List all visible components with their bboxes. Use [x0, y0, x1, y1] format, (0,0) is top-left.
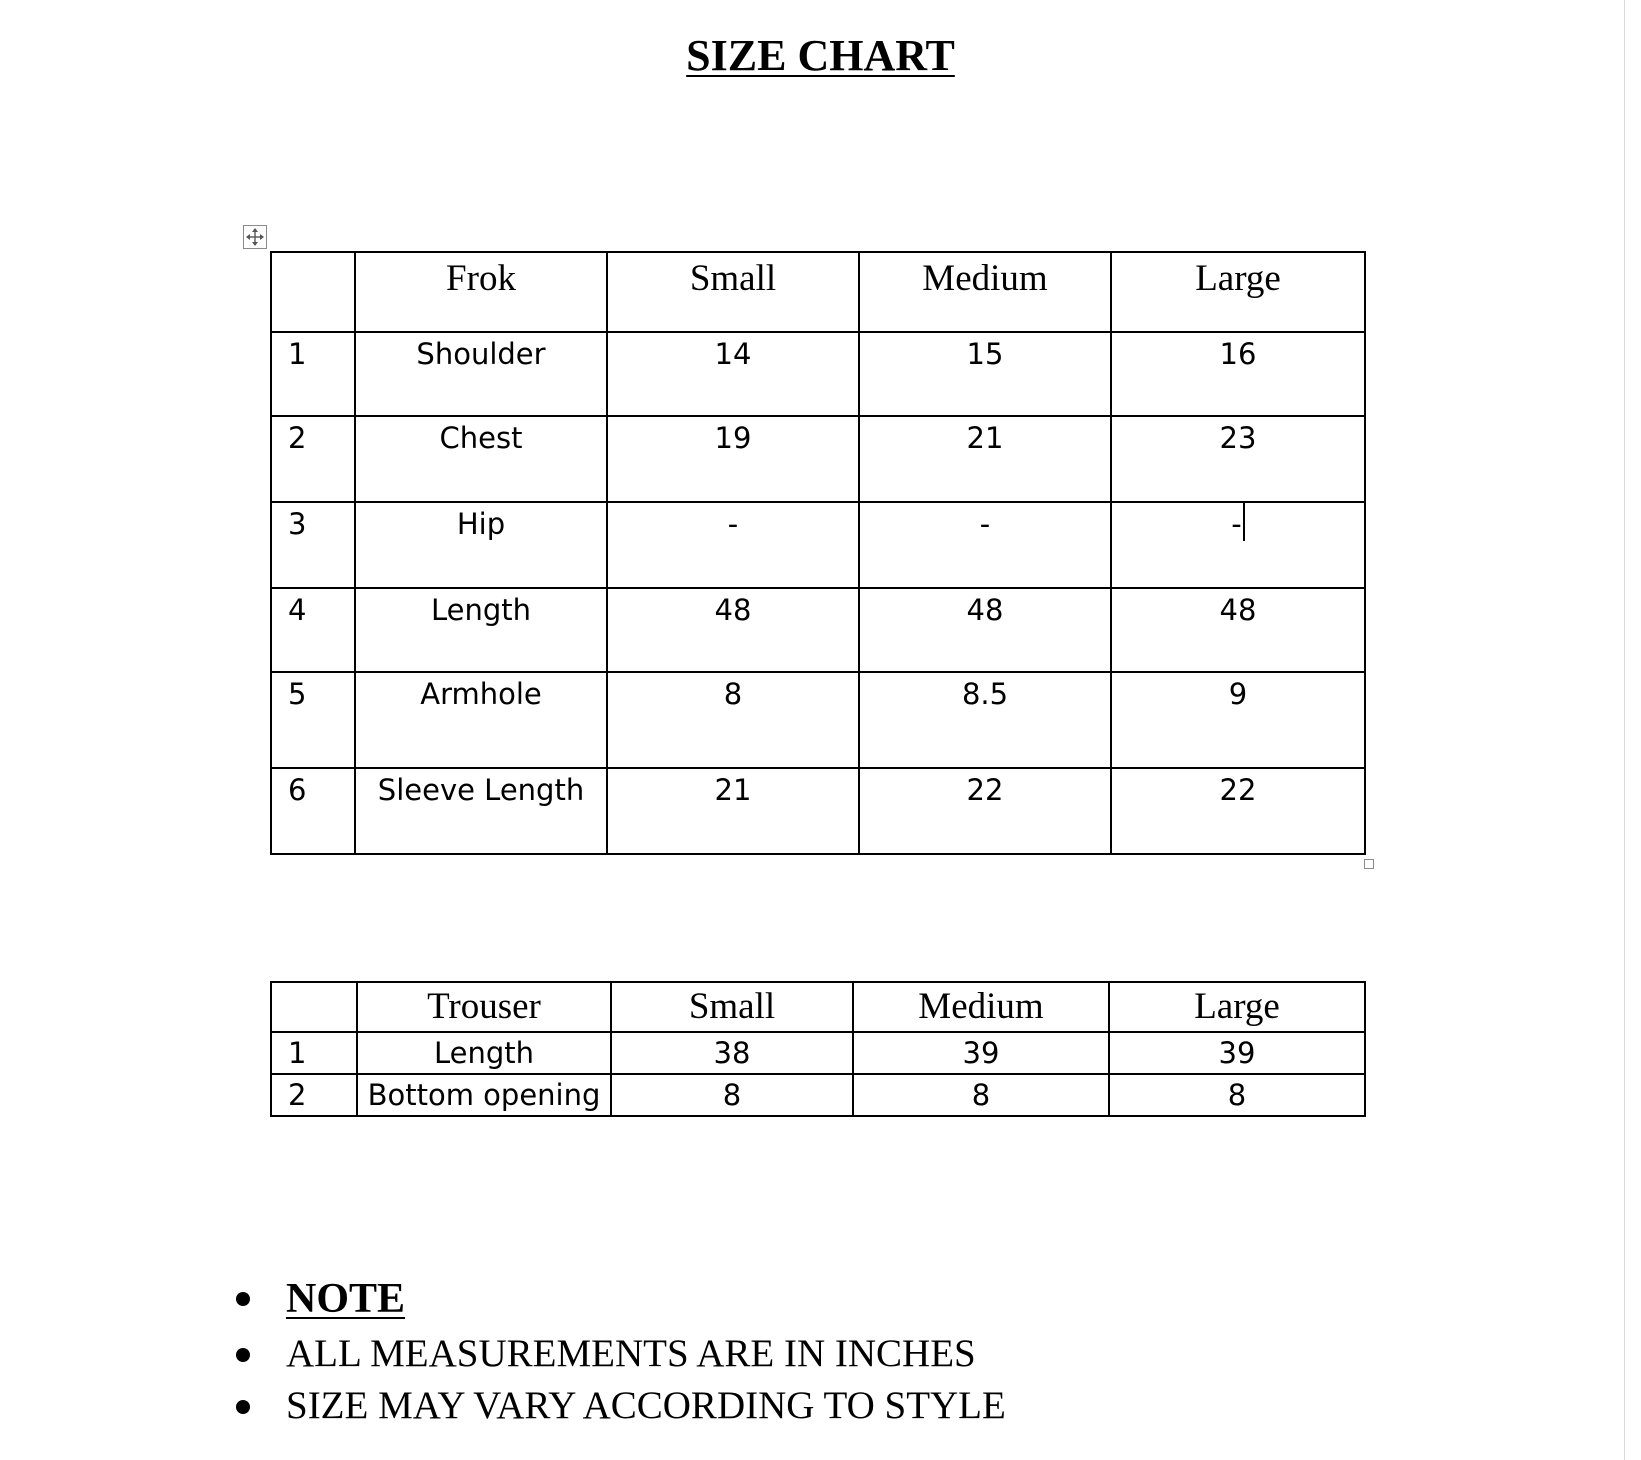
header-cell-medium[interactable]: Medium — [853, 982, 1109, 1032]
header-cell-large[interactable]: Large — [1111, 252, 1365, 332]
header-cell-garment[interactable]: Frok — [355, 252, 607, 332]
header-cell-small[interactable]: Small — [611, 982, 853, 1032]
table-row — [271, 1074, 1365, 1116]
measurement-name[interactable]: Chest — [355, 416, 607, 502]
medium-value[interactable]: 8.5 — [859, 672, 1111, 768]
row-number[interactable]: 4 — [271, 588, 355, 672]
bullet-icon — [236, 1400, 250, 1414]
small-value[interactable]: - — [607, 502, 859, 588]
large-value-with-cursor[interactable] — [1111, 502, 1365, 588]
note-item — [230, 1328, 1006, 1380]
measurement-name[interactable]: Sleeve Length — [355, 768, 607, 854]
page-edge — [1624, 0, 1625, 1460]
table-row — [271, 502, 1365, 588]
note-text[interactable]: ALL MEASUREMENTS ARE IN INCHES — [286, 1332, 976, 1375]
small-value[interactable]: 8 — [607, 672, 859, 768]
measurement-name[interactable]: Length — [355, 588, 607, 672]
small-value[interactable]: 14 — [607, 332, 859, 416]
medium-value[interactable]: 21 — [859, 416, 1111, 502]
medium-value[interactable]: 39 — [853, 1032, 1109, 1074]
small-value[interactable]: 21 — [607, 768, 859, 854]
note-text[interactable]: SIZE MAY VARY ACCORDING TO STYLE — [286, 1384, 1006, 1427]
large-value[interactable]: 39 — [1109, 1032, 1365, 1074]
bullet-icon — [236, 1348, 250, 1362]
table-row — [271, 768, 1365, 854]
measurement-name[interactable]: Bottom opening — [357, 1074, 611, 1116]
header-cell-empty[interactable] — [271, 982, 357, 1032]
notes-heading[interactable]: NOTE — [286, 1276, 406, 1322]
row-number[interactable]: 3 — [271, 502, 355, 588]
row-number[interactable]: 1 — [271, 332, 355, 416]
header-cell-empty[interactable] — [271, 252, 355, 332]
small-value[interactable]: 19 — [607, 416, 859, 502]
bullet-icon — [236, 1292, 250, 1306]
measurement-name[interactable]: Hip — [355, 502, 607, 588]
large-value[interactable]: 22 — [1111, 768, 1365, 854]
large-value[interactable]: 9 — [1111, 672, 1365, 768]
large-value: - — [1231, 507, 1242, 541]
small-value[interactable]: 8 — [611, 1074, 853, 1116]
row-number[interactable]: 1 — [271, 1032, 357, 1074]
measurement-name[interactable]: Length — [357, 1032, 611, 1074]
table-row — [271, 1032, 1365, 1074]
header-cell-medium[interactable]: Medium — [859, 252, 1111, 332]
row-number[interactable]: 6 — [271, 768, 355, 854]
table-row — [271, 416, 1365, 502]
table-row — [271, 672, 1365, 768]
table-header-row — [271, 982, 1365, 1032]
large-value[interactable]: 48 — [1111, 588, 1365, 672]
medium-value[interactable]: 15 — [859, 332, 1111, 416]
frok-size-table — [270, 251, 1366, 855]
move-arrows-icon — [244, 226, 266, 248]
trouser-size-table — [270, 981, 1366, 1117]
note-item — [230, 1380, 1006, 1432]
measurement-name[interactable]: Shoulder — [355, 332, 607, 416]
table-row — [271, 332, 1365, 416]
table-move-handle[interactable] — [243, 225, 267, 249]
notes-heading-item — [230, 1270, 1006, 1328]
header-cell-large[interactable]: Large — [1109, 982, 1365, 1032]
table-resize-handle[interactable] — [1364, 859, 1374, 869]
row-number[interactable]: 5 — [271, 672, 355, 768]
table-row — [271, 588, 1365, 672]
large-value[interactable]: 8 — [1109, 1074, 1365, 1116]
large-value[interactable]: 23 — [1111, 416, 1365, 502]
measurement-name[interactable]: Armhole — [355, 672, 607, 768]
medium-value[interactable]: 48 — [859, 588, 1111, 672]
text-cursor — [1243, 503, 1245, 541]
small-value[interactable]: 48 — [607, 588, 859, 672]
medium-value[interactable]: 22 — [859, 768, 1111, 854]
row-number[interactable]: 2 — [271, 416, 355, 502]
row-number[interactable]: 2 — [271, 1074, 357, 1116]
medium-value[interactable]: - — [859, 502, 1111, 588]
small-value[interactable]: 38 — [611, 1032, 853, 1074]
table-header-row — [271, 252, 1365, 332]
header-cell-garment[interactable]: Trouser — [357, 982, 611, 1032]
notes-list — [230, 1270, 1006, 1432]
large-value[interactable]: 16 — [1111, 332, 1365, 416]
header-cell-small[interactable]: Small — [607, 252, 859, 332]
page-title: SIZE CHART — [686, 31, 955, 80]
medium-value[interactable]: 8 — [853, 1074, 1109, 1116]
